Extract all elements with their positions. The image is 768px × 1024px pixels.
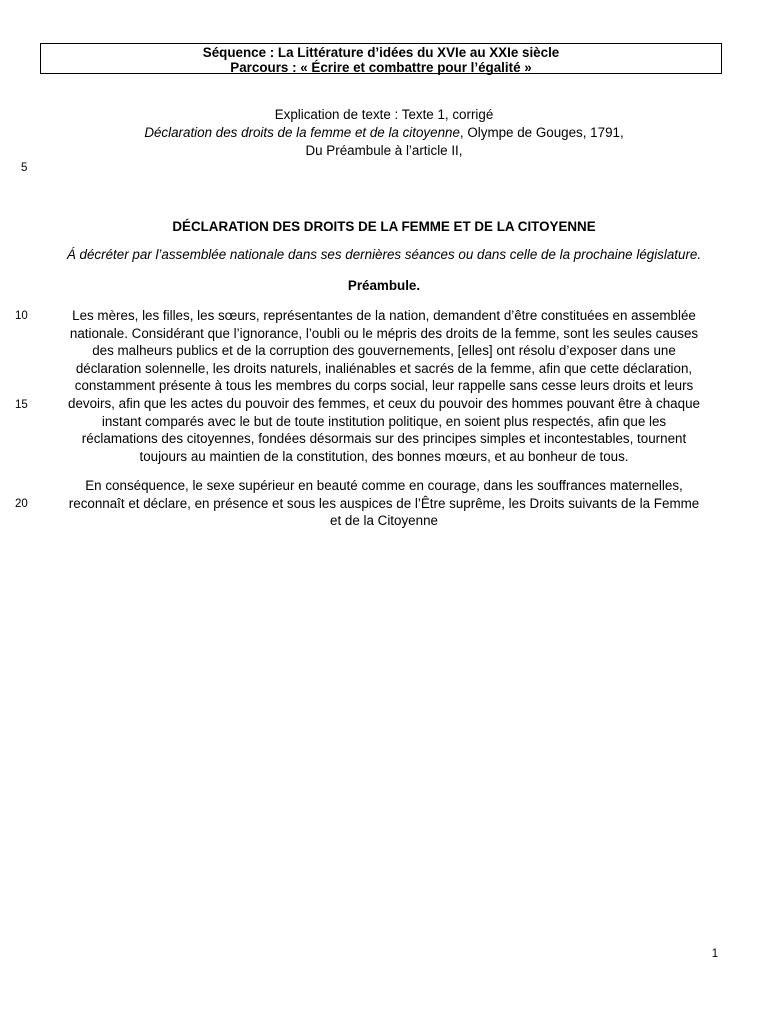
- work-author-date: , Olympe de Gouges, 1791,: [459, 125, 624, 140]
- paragraph-line: déclaration solennelle, les droits naturels, inaliénables et sacrés de la femme, afin que cette déclaration,: [75, 360, 693, 376]
- sequence-title: Séquence : La Littérature d’idées du XVIe au XXIe siècle: [202, 45, 560, 60]
- paragraph-line: devoirs, afin que les actes du pouvoir des femmes, et ceux du pouvoir des hommes pouvant être à chaque: [68, 395, 700, 411]
- work-title: Déclaration des droits de la femme et de la citoyenne: [144, 125, 460, 140]
- intro-line-1: Explication de texte : Texte 1, corrigé: [274, 107, 494, 122]
- paragraph-line: instant comparés avec le but de toute institution politique, en soient plus respectés, afin que les: [101, 413, 667, 429]
- preamble-heading: Préambule.: [347, 278, 421, 293]
- preamble-paragraph-2: [40, 477, 728, 530]
- paragraph-line: En conséquence, le sexe supérieur en beauté comme en courage, dans les souffrances maternelles,: [85, 478, 683, 493]
- paragraph-line: et de la Citoyenne: [330, 513, 438, 529]
- line-number: 15: [15, 399, 28, 411]
- sequence-header-box: [40, 43, 722, 74]
- parcours-title: Parcours : « Écrire et combattre pour l’égalité »: [230, 60, 532, 75]
- line-number: 5: [21, 162, 28, 174]
- paragraph-line: constamment présente à tous les membres du corps social, leur rappelle sans cesse leurs droits et leurs: [74, 378, 694, 394]
- paragraph-line: toujours au maintien de la constitution, des bonnes mœurs, et au bonheur de tous.: [139, 448, 629, 464]
- paragraph-line: des malheurs publics et de la corruption des gouvernements, [elles] ont résolu d’exposer dans une: [92, 343, 676, 359]
- paragraph-line: reconnaît et déclare, en présence et sous les auspices de l’Être suprême, les Droits suivants de la Femme: [68, 495, 700, 511]
- paragraph-line: nationale. Considérant que l’ignorance, l’oubli ou le mépris des droits de la femme, sont les seules causes: [69, 325, 699, 341]
- intro-line-2: [40, 124, 728, 142]
- document-subtitle: Á décréter par l’assemblée nationale dans ses dernières séances ou dans celle de la prochaine législature.: [66, 247, 702, 262]
- line-number: 10: [15, 310, 28, 322]
- preamble-paragraph-1: [40, 307, 728, 465]
- page-number: 1: [711, 948, 719, 960]
- document-title: DÉCLARATION DES DROITS DE LA FEMME ET DE LA CITOYENNE: [172, 219, 596, 234]
- line-number: 20: [15, 498, 28, 510]
- paragraph-line: réclamations des citoyennes, fondées désormais sur des principes simples et incontestables, tournent: [81, 431, 687, 447]
- intro-line-3: Du Préambule à l’article II,: [305, 143, 463, 158]
- paragraph-line: Les mères, les filles, les sœurs, représentantes de la nation, demandent d’être constituées en assemblée: [72, 308, 696, 323]
- intro-block: [40, 106, 728, 160]
